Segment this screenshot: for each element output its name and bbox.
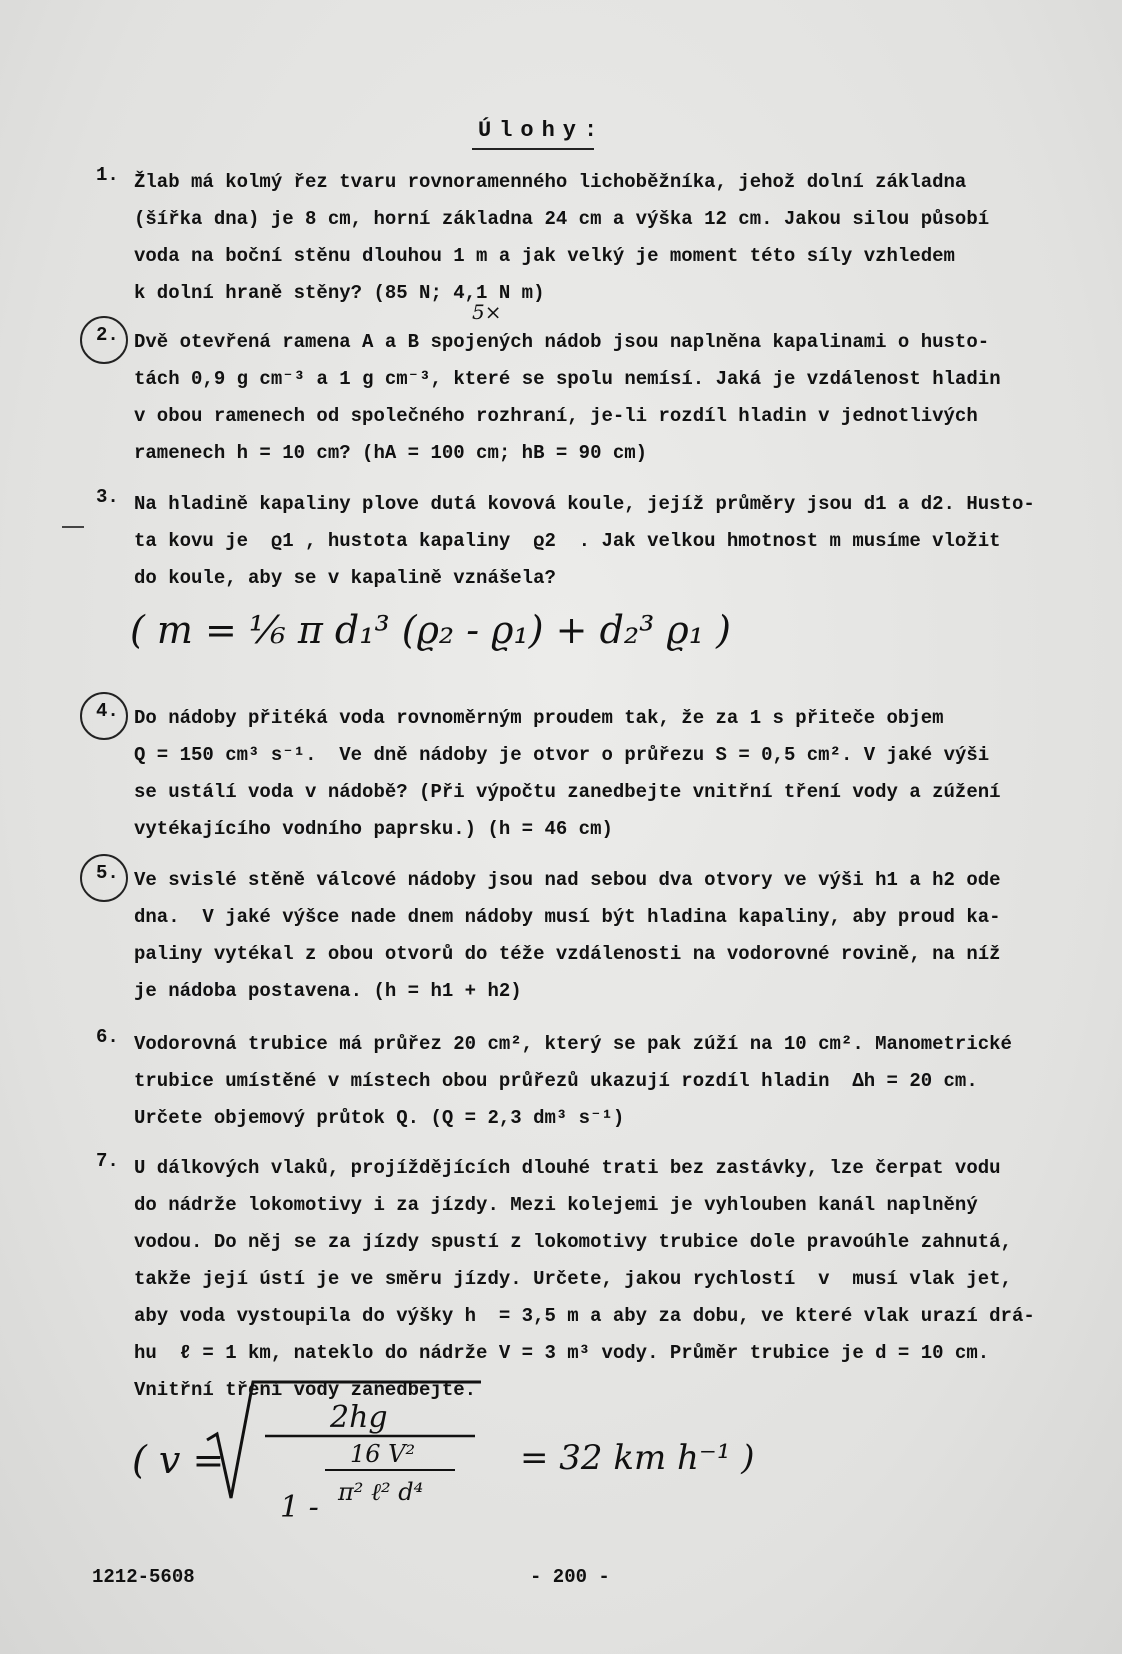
problem-line: vytékajícího vodního paprsku.) (h = 46 cm) xyxy=(134,818,613,840)
problem-line: k dolní hraně stěny? (85 N; 4,1 N m) xyxy=(134,282,545,304)
problem-line: Vodorovná trubice má průřez 20 cm², který se pak zúží na 10 cm². Manometrické xyxy=(134,1033,1012,1055)
problem-line: tách 0,9 g cm⁻³ a 1 g cm⁻³, které se spolu nemísí. Jaká je vzdálenost hladin xyxy=(134,368,1001,390)
problem-number: 5. xyxy=(96,862,119,884)
problem-line: Q = 150 cm³ s⁻¹. Ve dně nádoby je otvor o průřezu S = 0,5 cm². V jaké výši xyxy=(134,744,990,766)
problem-line: se ustálí voda v nádobě? (Při výpočtu zanedbejte vnitřní tření vody a zúžení xyxy=(134,781,1001,803)
problem-line: Určete objemový průtok Q. (Q = 2,3 dm³ s⁻¹) xyxy=(134,1107,625,1129)
problem-line: Dvě otevřená ramena A a B spojených nádob jsou naplněna kapalinami o husto- xyxy=(134,331,990,353)
handwritten-numerator: 2hg xyxy=(330,1400,388,1435)
problem-line: do nádrže lokomotivy i za jízdy. Mezi kolejemi je vyhlouben kanál naplněný xyxy=(134,1194,978,1216)
problem-line: paliny vytékal z obou otvorů do téže vzdálenosti na vodorovné rovině, na níž xyxy=(134,943,1001,965)
problem-number: 7. xyxy=(96,1150,119,1172)
problem-line: Do nádoby přitéká voda rovnoměrným proudem tak, že za 1 s přiteče objem xyxy=(134,707,944,729)
problem-line: hu ℓ = 1 km, nateklo do nádrže V = 3 m³ vody. Průměr trubice je d = 10 cm. xyxy=(134,1342,990,1364)
document-code: 1212-5608 xyxy=(92,1566,195,1588)
problem-line: ramenech h = 10 cm? (hA = 100 cm; hB = 90 cm) xyxy=(134,442,648,464)
title-underline xyxy=(472,148,594,150)
problem-line: v obou ramenech od společného rozhraní, je-li rozdíl hladin v jednotlivých xyxy=(134,405,978,427)
handwritten-inner-numerator: 16 V² xyxy=(350,1440,416,1468)
handwritten-answer-right: = 32 km h⁻¹ ) xyxy=(520,1438,755,1478)
problem-line: Vnitřní tření vody zanedbejte. xyxy=(134,1379,477,1401)
problem-line: je nádoba postavena. (h = h1 + h2) xyxy=(134,980,522,1002)
handwritten-answer-left: ( v = xyxy=(132,1438,225,1482)
handwritten-note: 5× xyxy=(472,300,502,324)
problem-number: 4. xyxy=(96,700,119,722)
problem-line: U dálkových vlaků, projíždějících dlouhé trati bez zastávky, lze čerpat vodu xyxy=(134,1157,1001,1179)
handwritten-denominator: 1 - xyxy=(280,1490,319,1525)
problem-line: (šířka dna) je 8 cm, horní základna 24 cm a výška 12 cm. Jakou silou působí xyxy=(134,208,990,230)
problem-line: do koule, aby se v kapalině vznášela? xyxy=(134,567,556,589)
problem-line: ta kovu je ϱ1 , hustota kapaliny ϱ2 . Jak velkou hmotnost m musíme vložit xyxy=(134,530,1001,552)
page-title: Úlohy: xyxy=(478,118,606,143)
problem-line: voda na boční stěnu dlouhou 1 m a jak velký je moment této síly vzhledem xyxy=(134,245,955,267)
handwritten-inner-denominator: π² ℓ² d⁴ xyxy=(338,1478,424,1506)
problem-line: Na hladině kapaliny plove dutá kovová koule, jejíž průměry jsou d1 a d2. Husto- xyxy=(134,493,1035,515)
problem-line: trubice umístěné v místech obou průřezů ukazují rozdíl hladin Δh = 20 cm. xyxy=(134,1070,978,1092)
problem-line: takže její ústí je ve směru jízdy. Určete, jakou rychlostí v musí vlak jet, xyxy=(134,1268,1012,1290)
problem-line: dna. V jaké výšce nade dnem nádoby musí být hladina kapaliny, aby proud ka- xyxy=(134,906,1001,928)
problem-line: aby voda vystoupila do výšky h = 3,5 m a aby za dobu, ve které vlak urazí drá- xyxy=(134,1305,1035,1327)
problem-line: Žlab má kolmý řez tvaru rovnoramenného lichoběžníka, jehož dolní základna xyxy=(134,171,967,193)
problem-number: 6. xyxy=(96,1026,119,1048)
problem-line: Ve svislé stěně válcové nádoby jsou nad sebou dva otvory ve výši h1 a h2 ode xyxy=(134,869,1001,891)
problem-number: 1. xyxy=(96,164,119,186)
problem-number: 2. xyxy=(96,324,119,346)
handwritten-answer: ( m = ⅙ π d₁³ (ϱ₂ - ϱ₁) + d₂³ ϱ₁ ) xyxy=(130,608,731,652)
problem-number: 3. xyxy=(96,486,119,508)
page-number: - 200 - xyxy=(530,1566,610,1588)
problem-line: vodou. Do něj se za jízdy spustí z lokomotivy trubice dole pravoúhle zahnutá, xyxy=(134,1231,1012,1253)
margin-pencil-mark xyxy=(62,526,84,528)
